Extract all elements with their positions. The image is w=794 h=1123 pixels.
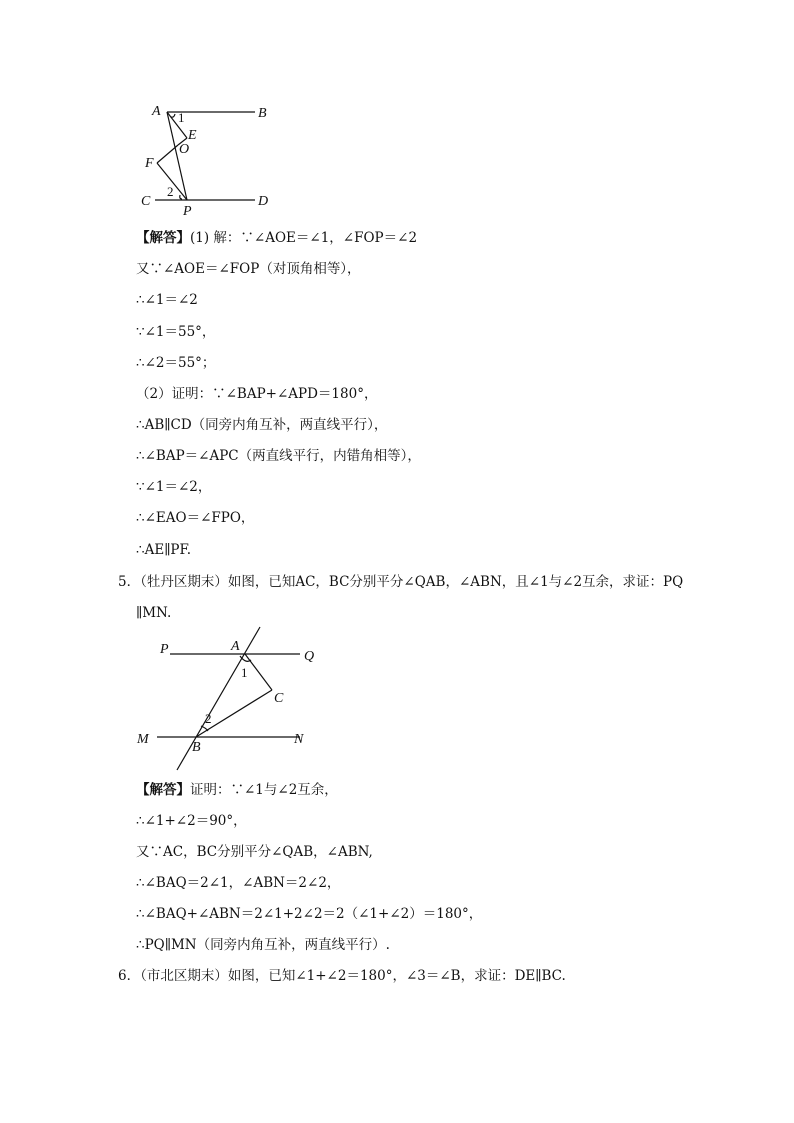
solution-4-line-2: 又∵∠AOE＝∠FOP（对顶角相等），: [136, 261, 361, 277]
label-Q: Q: [304, 649, 315, 664]
label-C: C: [141, 194, 151, 209]
label-F: F: [145, 156, 154, 171]
solution-4-line-9: ∵∠1＝∠2，: [136, 479, 212, 495]
solution-5-text-1: 证明：∵∠1与∠2互余，: [190, 782, 338, 798]
segment-ac: [245, 654, 272, 690]
label-angle-2: 2: [205, 711, 212, 726]
angle-1-arc: [240, 656, 251, 661]
solution-5-line-5: ∴∠BAQ+∠ABN＝2∠1+2∠2＝2（∠1+∠2）＝180°，: [136, 906, 483, 922]
label-A: A: [152, 104, 161, 119]
answer-tag: 【解答】: [136, 230, 190, 246]
solution-4-line-5: ∴∠2＝55°；: [136, 355, 216, 371]
label-B: B: [192, 740, 201, 755]
figure-parallel-lines-aoe: [135, 95, 285, 217]
label-M: M: [137, 732, 149, 747]
label-angle-1: 1: [178, 110, 185, 125]
solution-4-line-8: ∴∠BAP＝∠APC（两直线平行，内错角相等），: [136, 448, 421, 464]
question-6-line-1: 6．（市北区期末）如图，已知∠1+∠2＝180°，∠3＝∠B，求证：DE∥BC.: [118, 968, 566, 984]
solution-5-line-6: ∴PQ∥MN（同旁内角互补，两直线平行）.: [136, 937, 390, 953]
solution-5-line-3: 又∵AC，BC分别平分∠QAB，∠ABN,: [136, 844, 373, 860]
solution-4-line-11: ∴AE∥PF.: [136, 542, 192, 558]
label-angle-1: 1: [241, 665, 248, 680]
label-E: E: [188, 128, 197, 143]
transversal-ab: [177, 627, 260, 770]
label-O: O: [179, 142, 190, 157]
segment-fo: [157, 145, 178, 163]
angle-2-arc: [201, 726, 208, 731]
label-D: D: [258, 194, 269, 209]
question-5-line-2: ∥MN.: [136, 605, 172, 621]
label-angle-2: 2: [167, 184, 174, 199]
solution-4-line-1: [136, 228, 417, 248]
label-A: A: [231, 639, 240, 654]
label-N: N: [294, 732, 304, 747]
figure-angle-bisectors: [135, 622, 335, 774]
answer-tag: 【解答】: [136, 782, 190, 798]
solution-4-line-10: ∴∠EAO＝∠FPO，: [136, 510, 255, 526]
label-C: C: [274, 691, 284, 706]
question-5-line-1: 5．（牡丹区期末）如图，已知AC，BC分别平分∠QAB，∠ABN，且∠1与∠2互余，求证：PQ: [118, 574, 684, 590]
solution-4-line-4: ∵∠1＝55°，: [136, 324, 216, 340]
solution-5-line-4: ∴∠BAQ＝2∠1，∠ABN＝2∠2，: [136, 875, 341, 891]
solution-4-line-6: （2）证明：∵∠BAP+∠APD＝180°，: [136, 386, 378, 402]
solution-4-line-7: ∴AB∥CD（同旁内角互补，两直线平行），: [136, 417, 388, 433]
solution-4-text-1: (1) 解：∵∠AOE＝∠1，∠FOP＝∠2: [190, 230, 418, 246]
solution-5-line-1: [136, 780, 338, 800]
angle-2-arc: [180, 195, 182, 199]
angle-1-arc: [171, 114, 175, 117]
label-B: B: [258, 106, 267, 121]
label-P: P: [183, 204, 192, 217]
solution-4-line-3: ∴∠1＝∠2: [136, 292, 198, 308]
label-P: P: [160, 642, 169, 657]
solution-5-line-2: ∴∠1+∠2＝90°，: [136, 813, 247, 829]
